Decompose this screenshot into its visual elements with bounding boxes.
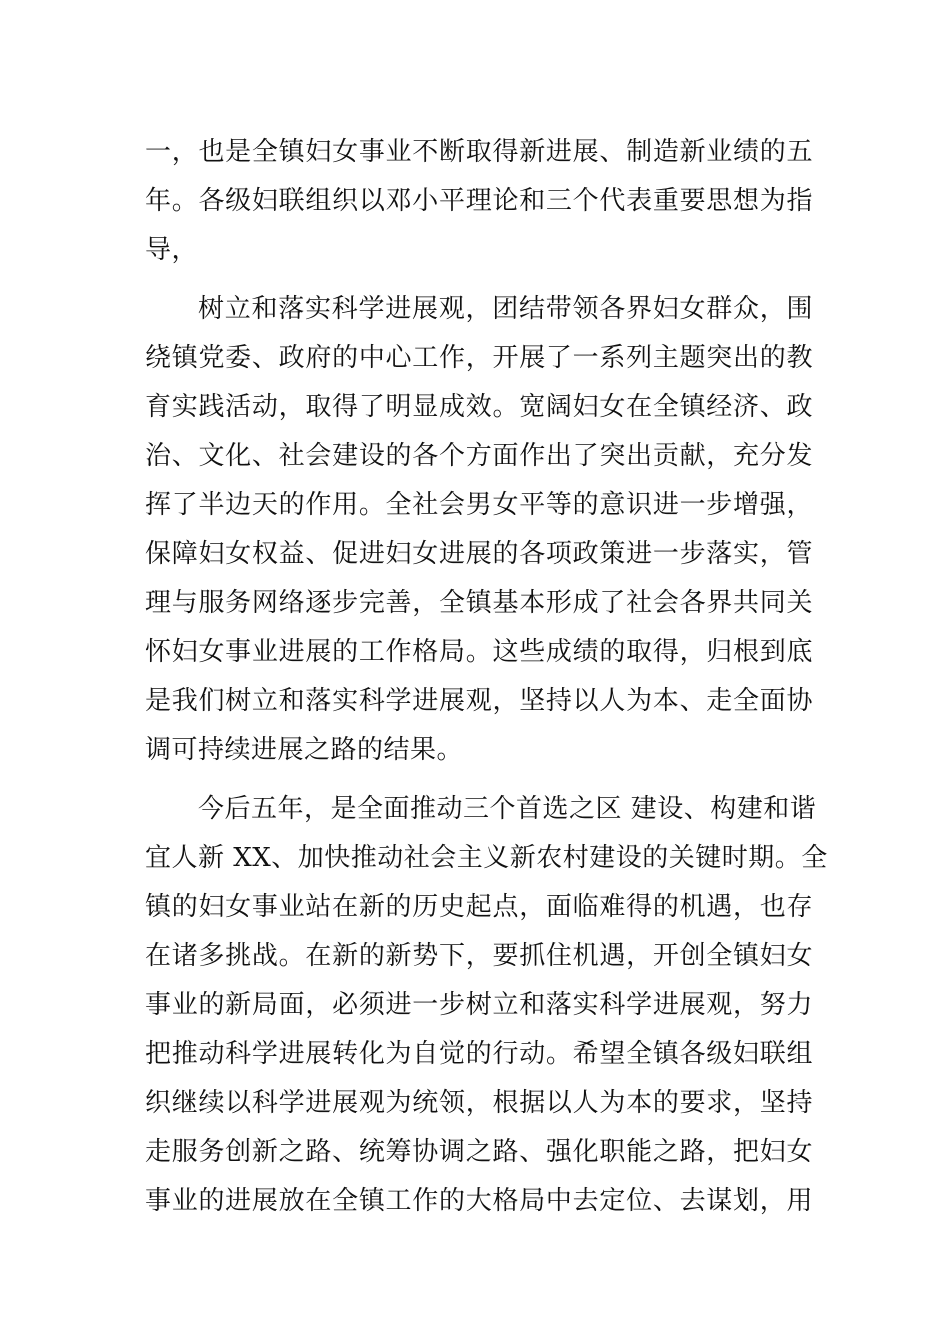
paragraph-2-line-3: 育实践活动，取得了明显成效。宽阔妇女在全镇经济、政 [145, 392, 813, 422]
paragraph-1-line-2: 年。各级妇联组织以邓小平理论和三个代表重要思想为指 [145, 186, 813, 216]
paragraph-3-line-3: 镇的妇女事业站在新的历史起点，面临难得的机遇，也存 [145, 892, 813, 922]
paragraph-2-line-2: 绕镇党委、政府的中心工作，开展了一系列主题突出的教 [145, 343, 813, 373]
paragraph-3-line-9: 事业的进展放在全镇工作的大格局中去定位、去谋划，用 [145, 1186, 813, 1216]
paragraph-2-line-6: 保障妇女权益、促进妇女进展的各项政策进一步落实，管 [145, 539, 813, 569]
paragraph-3-line-2: 宜人新 XX、加快推动社会主义新农村建设的关键时期。全 [145, 843, 828, 873]
paragraph-2-line-7: 理与服务网络逐步完善，全镇基本形成了社会各界共同关 [145, 588, 813, 618]
paragraph-1-line-1: 一，也是全镇妇女事业不断取得新进展、制造新业绩的五 [145, 137, 813, 167]
paragraph-spacer [145, 275, 813, 285]
paragraph-spacer [145, 775, 813, 785]
paragraph-2-line-4: 治、文化、社会建设的各个方面作出了突出贡献，充分发 [145, 441, 813, 471]
paragraph-2-line-5: 挥了半边天的作用。全社会男女平等的意识进一步增强， [145, 490, 813, 520]
paragraph-3-line-4: 在诸多挑战。在新的新势下，要抓住机遇，开创全镇妇女 [145, 941, 813, 971]
paragraph-2-line-10: 调可持续进展之路的结果。 [145, 735, 464, 765]
paragraph-2-line-9: 是我们树立和落实科学进展观，坚持以人为本、走全面协 [145, 686, 813, 716]
paragraph-2-line-8: 怀妇女事业进展的工作格局。这些成绩的取得，归根到底 [145, 637, 813, 667]
paragraph-1-line-3: 导， [145, 235, 199, 265]
paragraph-3-line-1: 今后五年，是全面推动三个首选之区 建设、构建和谐 [198, 794, 817, 824]
paragraph-3-line-7: 织继续以科学进展观为统领，根据以人为本的要求，坚持 [145, 1088, 813, 1118]
paragraph-2-line-1: 树立和落实科学进展观，团结带领各界妇女群众，围 [198, 294, 813, 324]
paragraph-3-line-5: 事业的新局面，必须进一步树立和落实科学进展观，努力 [145, 990, 813, 1020]
paragraph-3-line-8: 走服务创新之路、统筹协调之路、强化职能之路，把妇女 [145, 1137, 813, 1167]
body-text [145, 128, 828, 1226]
paragraph-3-line-6: 把推动科学进展转化为自觉的行动。希望全镇各级妇联组 [145, 1039, 813, 1069]
